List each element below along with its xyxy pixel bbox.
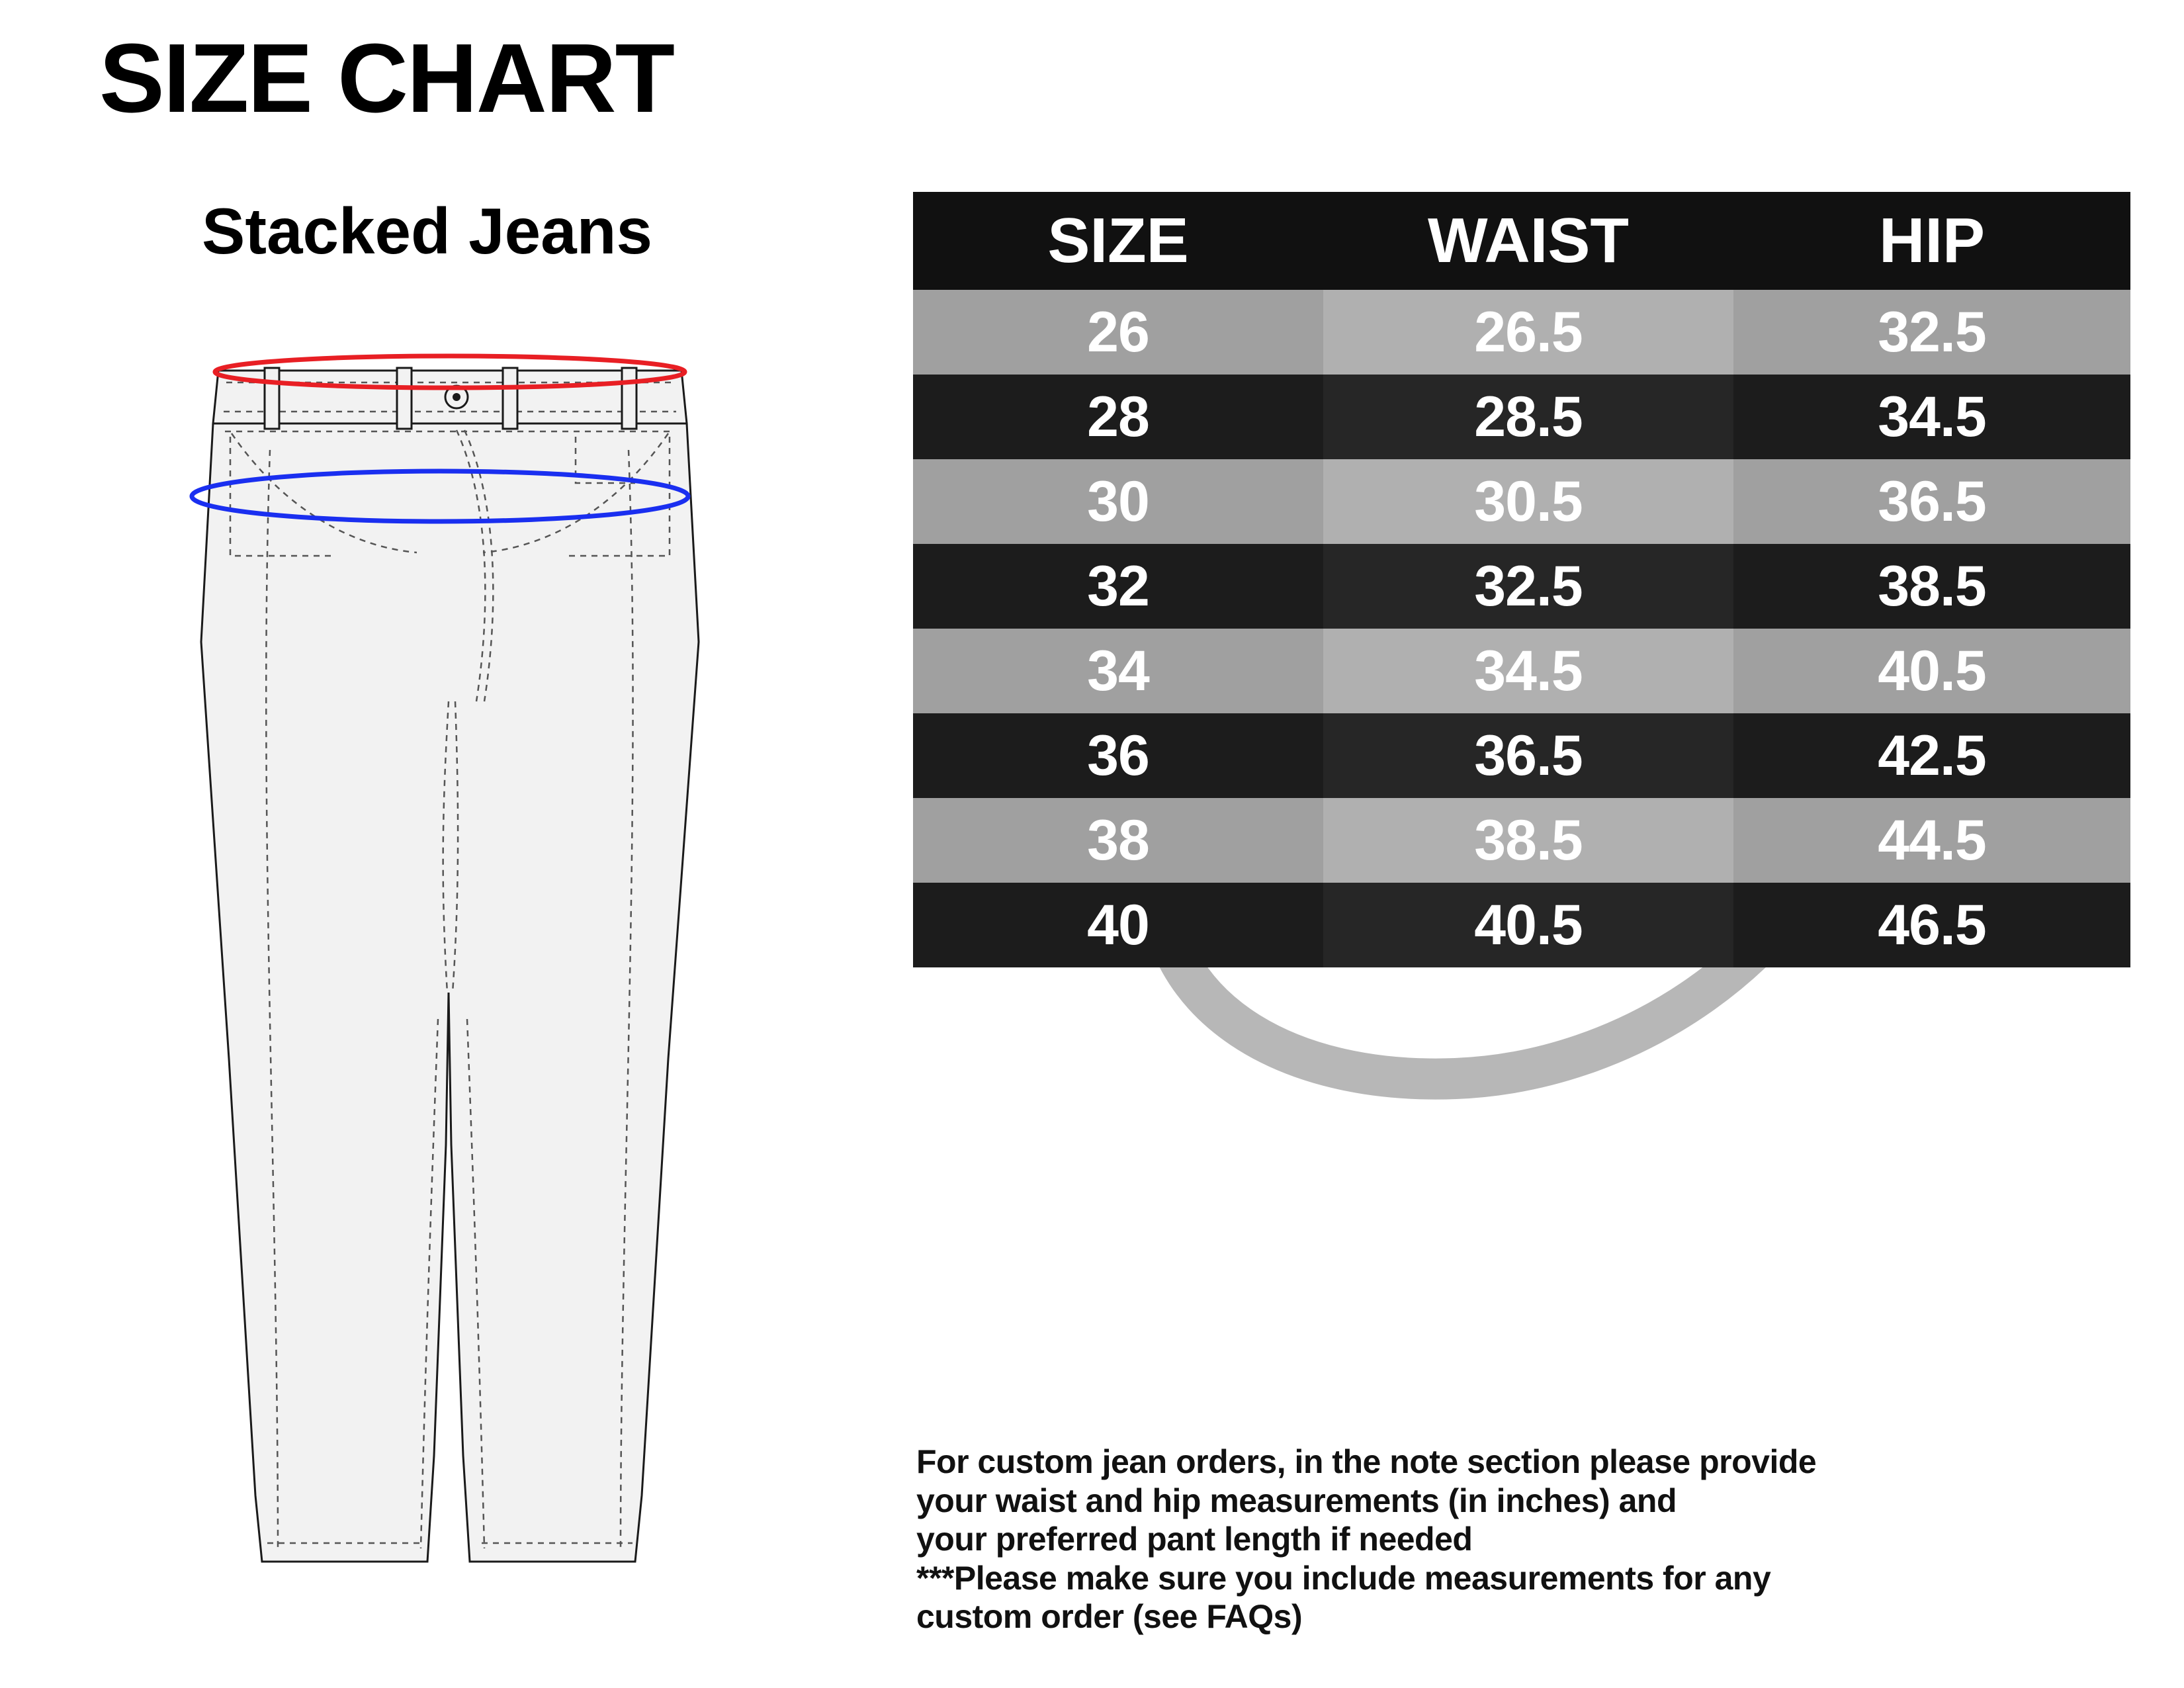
table-row — [913, 375, 2130, 459]
jeans-technical-drawing — [179, 331, 721, 1615]
footnote-line-3: your preferred pant length if needed — [916, 1521, 1473, 1558]
cell-size: 30 — [913, 459, 1323, 544]
column-header-waist: WAIST — [1323, 192, 1733, 290]
cell-size: 28 — [913, 375, 1323, 459]
left-column — [0, 0, 900, 1688]
cell-hip: 36.5 — [1733, 459, 2130, 544]
cell-hip: 40.5 — [1733, 629, 2130, 713]
page-title: SIZE CHART — [99, 24, 674, 133]
table-header-row — [913, 192, 2130, 290]
cell-hip: 42.5 — [1733, 713, 2130, 798]
cell-waist: 30.5 — [1323, 459, 1733, 544]
cell-waist: 28.5 — [1323, 375, 1733, 459]
cell-waist: 38.5 — [1323, 798, 1733, 883]
cell-hip: 34.5 — [1733, 375, 2130, 459]
table-row — [913, 798, 2130, 883]
size-table-container — [913, 192, 2130, 967]
column-header-size: SIZE — [913, 192, 1323, 290]
cell-size: 40 — [913, 883, 1323, 967]
footnote-line-2: your waist and hip measurements (in inches) and — [916, 1482, 1677, 1519]
cell-hip: 44.5 — [1733, 798, 2130, 883]
cell-hip: 46.5 — [1733, 883, 2130, 967]
footnote-line-4: ***Please make sure you include measurements for any — [916, 1559, 1771, 1597]
table-row — [913, 459, 2130, 544]
cell-hip: 32.5 — [1733, 290, 2130, 375]
footnote — [916, 1443, 2127, 1636]
page-subtitle: Stacked Jeans — [202, 195, 652, 267]
table-row — [913, 544, 2130, 629]
footnote-line-1: For custom jean orders, in the note section please provide — [916, 1443, 1817, 1480]
table-row — [913, 713, 2130, 798]
cell-size: 26 — [913, 290, 1323, 375]
cell-waist: 36.5 — [1323, 713, 1733, 798]
cell-size: 38 — [913, 798, 1323, 883]
cell-size: 34 — [913, 629, 1323, 713]
table-row — [913, 290, 2130, 375]
cell-waist: 32.5 — [1323, 544, 1733, 629]
cell-hip: 38.5 — [1733, 544, 2130, 629]
footnote-line-5: custom order (see FAQs) — [916, 1598, 1303, 1635]
cell-waist: 40.5 — [1323, 883, 1733, 967]
cell-waist: 26.5 — [1323, 290, 1733, 375]
cell-size: 32 — [913, 544, 1323, 629]
column-header-hip: HIP — [1733, 192, 2130, 290]
cell-size: 36 — [913, 713, 1323, 798]
table-row — [913, 629, 2130, 713]
table-row — [913, 883, 2130, 967]
cell-waist: 34.5 — [1323, 629, 1733, 713]
size-table — [913, 192, 2130, 967]
